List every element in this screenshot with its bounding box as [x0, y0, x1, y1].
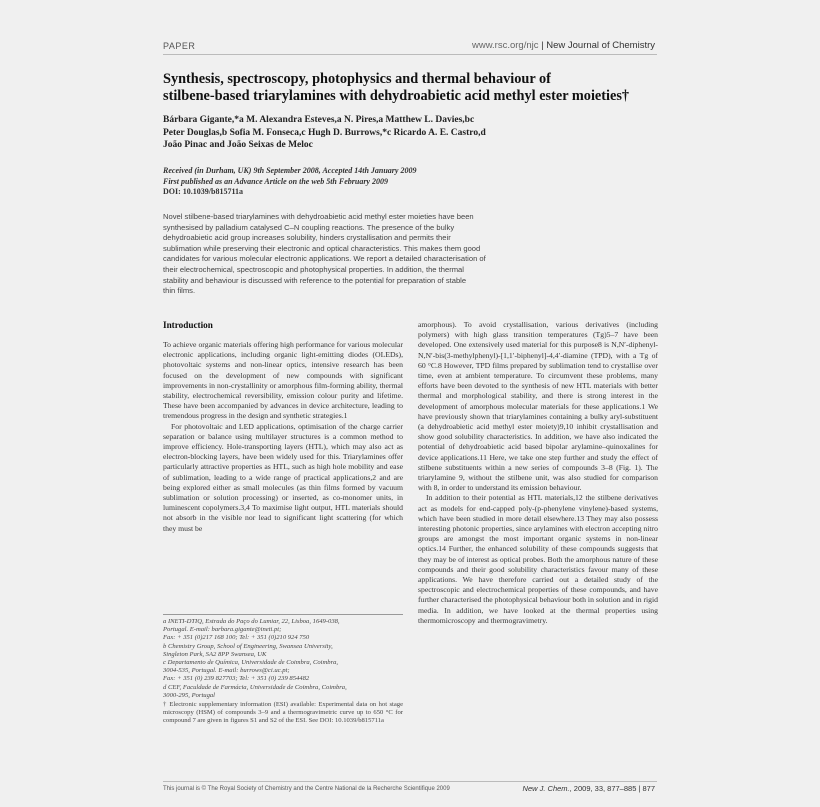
abstract-line: Novel stilbene-based triarylamines with dehydroabietic acid methyl ester moieties have been [163, 212, 474, 221]
abstract-line: synthesised by palladium catalysed C–N coupling reactions. The presence of the bulky [163, 222, 455, 232]
abstract [163, 212, 548, 297]
footnote-rule [163, 614, 403, 615]
affiliation-line: 3000-295, Portugal [163, 691, 216, 699]
header-rule [163, 54, 657, 55]
citation-line [523, 784, 655, 793]
header-separator: | [541, 40, 544, 51]
author-line: João Pinac and João Seixas de Meloc [163, 140, 313, 150]
footer-rule [163, 781, 657, 782]
left-column-text [163, 340, 403, 534]
right-column-text [418, 320, 658, 626]
paragraph: In addition to their potential as HTL materials,12 the stilbene derivatives act as models for end-capped poly-(p-phenylene vinylene)-based systems, which have been studied in more detail elsewhere.13 They may also possess interesting photonic properties, since arylamines with electron accepting nitro groups are amongst the most important organic systems in non-linear optics.14 Further, the enhanced solubility of these compounds suggests that they may be of interest as optical probes. Both the amorphous nature of these compounds and their good solubility characteristics favour many of these applications. We have therefore carried out a detailed study of the spectroscopic and electrochemical properties of these compounds, and have further characterised the photophysical behaviour both in solution and in rigid media. In addition, we have looked at the thermal properties using thermomicroscopy and thermogravimetry. [418, 493, 658, 625]
abstract-line: dehydroabietic acid group increases solubility, hinders crystallisation and permits their [163, 233, 451, 243]
esi-note: † Electronic supplementary information (ESI) available: Experimental data on hot stage microscopy (HSM) of compounds 3–9 and a thermogravimetric curve up to 650 °C for compound 7 are given in figures S1 and S2 of the ESI. See DOI: 10.1039/b815711a [163, 701, 403, 725]
abstract-line: sublimation while preserving their electronic and optical characteristics. This makes them good [163, 243, 481, 253]
section-label: PAPER [163, 41, 196, 51]
journal-abbrev: New J. Chem. [522, 784, 570, 793]
section-heading-introduction: Introduction [163, 320, 213, 330]
affiliation-line: a INETI-DTIQ, Estrada do Paço do Lumiar, 22, Lisboa, 1649-038, [163, 618, 340, 625]
journal-url[interactable]: www.rsc.org/njc [471, 40, 539, 51]
affiliation-line: c Departamento de Química, Universidade de Coimbra, Coimbra, [163, 659, 339, 667]
abstract-line: candidates for various molecular electronic applications. We report a detailed characterisation of [163, 254, 486, 264]
paragraph: To achieve organic materials offering high performance for various molecular electronic applications, including organic light-emitting diodes (OLEDs), photovoltaic systems and non-linear optics, intensive research has been focused on the development of new compounds with significant improvements in non-crystallinity or amorphous film-forming ability, thermal stability, electrochemical reversibility, emission colour purity and lifetime. These have been accompanied by advances in device architecture, leading to tremendous progress in the design and synthetic strategies.1 [163, 340, 403, 421]
author-line: Peter Douglas,b Sofia M. Fonseca,c Hugh D. Burrows,*c Ricardo A. E. Castro,d [163, 127, 486, 138]
paragraph: amorphous). To avoid crystallisation, various derivatives (including polymers) with high glass transition temperatures (Tg)5–7 have been developed. One extensively used material for this purpose8 is N,N′-diphenyl-N,N′-bis(3-methylphenyl)-[1,1′-biphenyl]-4,4′-diamine (TPD), with a Tg of 60 °C.8 However, TPD films prepared by sublimation tend to crystallise over time, even at ambient temperature. To circumvent these problems, many efforts have been devoted to the synthesis of new HTL materials with better thermal and morphological stability, and there is strong interest in the development of amorphous molecular materials for these applications.1 We have previously shown that triarylamines containing a bulky aryl-substituent (a dehydroabietic acid methyl ester moiety)9,10 inhibit crystallisation and show good solubility characteristics. In addition, we have also indicated the potential of dehydroabietic acid based bipolar arylamine–quinoxalines for device applications.11 Here, we take one step further and study the effect of stilbene substituents within a new series of compounds 3–8 (Fig. 1). The triarylamine 9, without the stilbene unit, was also studied for comparison with 8, in order to understand its emission behaviour. [418, 320, 658, 493]
footnotes [163, 618, 403, 726]
author-list [163, 114, 583, 152]
paper-title [163, 71, 663, 105]
left-column [163, 320, 403, 534]
affiliation-line: d CEF, Faculdade de Farmácia, Universidade de Coimbra, Coimbra, [163, 683, 347, 691]
doi[interactable]: DOI: 10.1039/b815711a [163, 187, 244, 196]
copyright-line: This journal is © The Royal Society of Chemistry and the Centre National de la Recherche Scientifique 2009 [163, 786, 450, 792]
received-dates: Received (in Durham, UK) 9th September 2008, Accepted 14th January 2009 [163, 166, 417, 175]
affiliation-line: Fax: + 351 (0)217 168 100; Tel: + 351 (0)210 924 750 [163, 634, 310, 642]
published-date: First published as an Advance Article on the web 5th February 2009 [163, 176, 388, 186]
abstract-line: thin films. [163, 286, 196, 296]
title-line: Synthesis, spectroscopy, photophysics and thermal behaviour of [163, 71, 551, 87]
affiliation-line: 3004-535, Portugal. E-mail: burrows@ci.uc.pt; [163, 667, 290, 675]
received-info [163, 166, 583, 198]
affiliation-line: Singleton Park, SA2 8PP Swansea, UK [163, 650, 267, 658]
right-column [418, 320, 658, 626]
citation-details: , 2009, 33, 877–885 | 877 [569, 784, 655, 793]
abstract-line: their electrochemical, spectroscopic and photophysical properties. In addition, the thermal [163, 264, 464, 274]
author-line: Bárbara Gigante,*a M. Alexandra Esteves,a N. Pires,a Matthew L. Davies,bc [163, 115, 475, 125]
abstract-line: stability and behaviour is discussed with reference to the potential for preparation of stable [163, 275, 467, 285]
affiliation-line: Portugal. E-mail: barbara.gigante@ineti.pt; [163, 626, 282, 634]
affiliation-line: b Chemistry Group, School of Engineering, Swansea University, [163, 642, 333, 650]
paragraph: For photovoltaic and LED applications, optimisation of the charge carrier separation or balance using multilayer structures is a common method to improve efficiency. Hole-transporting layers (HTL), which may also act as electron-blocking layers, have been widely used for this. Triarylamines offer particularly attractive properties as HTL, such as high hole mobility and ease of sublimation, leading to a wide range of practical applications,2 and are being explored either as small molecules (as thin films formed by vacuum sublimation or solution processing) or inserted, as co-monomer units, in luminescent copolymers.3,4 To maximise light output, HTL materials should not absorb in the visible nor lead to significant light scattering (for which they must be [163, 421, 403, 533]
journal-name: New Journal of Chemistry [546, 40, 655, 51]
journal-header [472, 40, 655, 51]
affiliation-line: Fax: + 351 (0) 239 827703; Tel: + 351 (0) 239 854482 [163, 675, 310, 683]
title-line: stilbene-based triarylamines with dehydroabietic acid methyl ester moieties† [163, 88, 630, 104]
